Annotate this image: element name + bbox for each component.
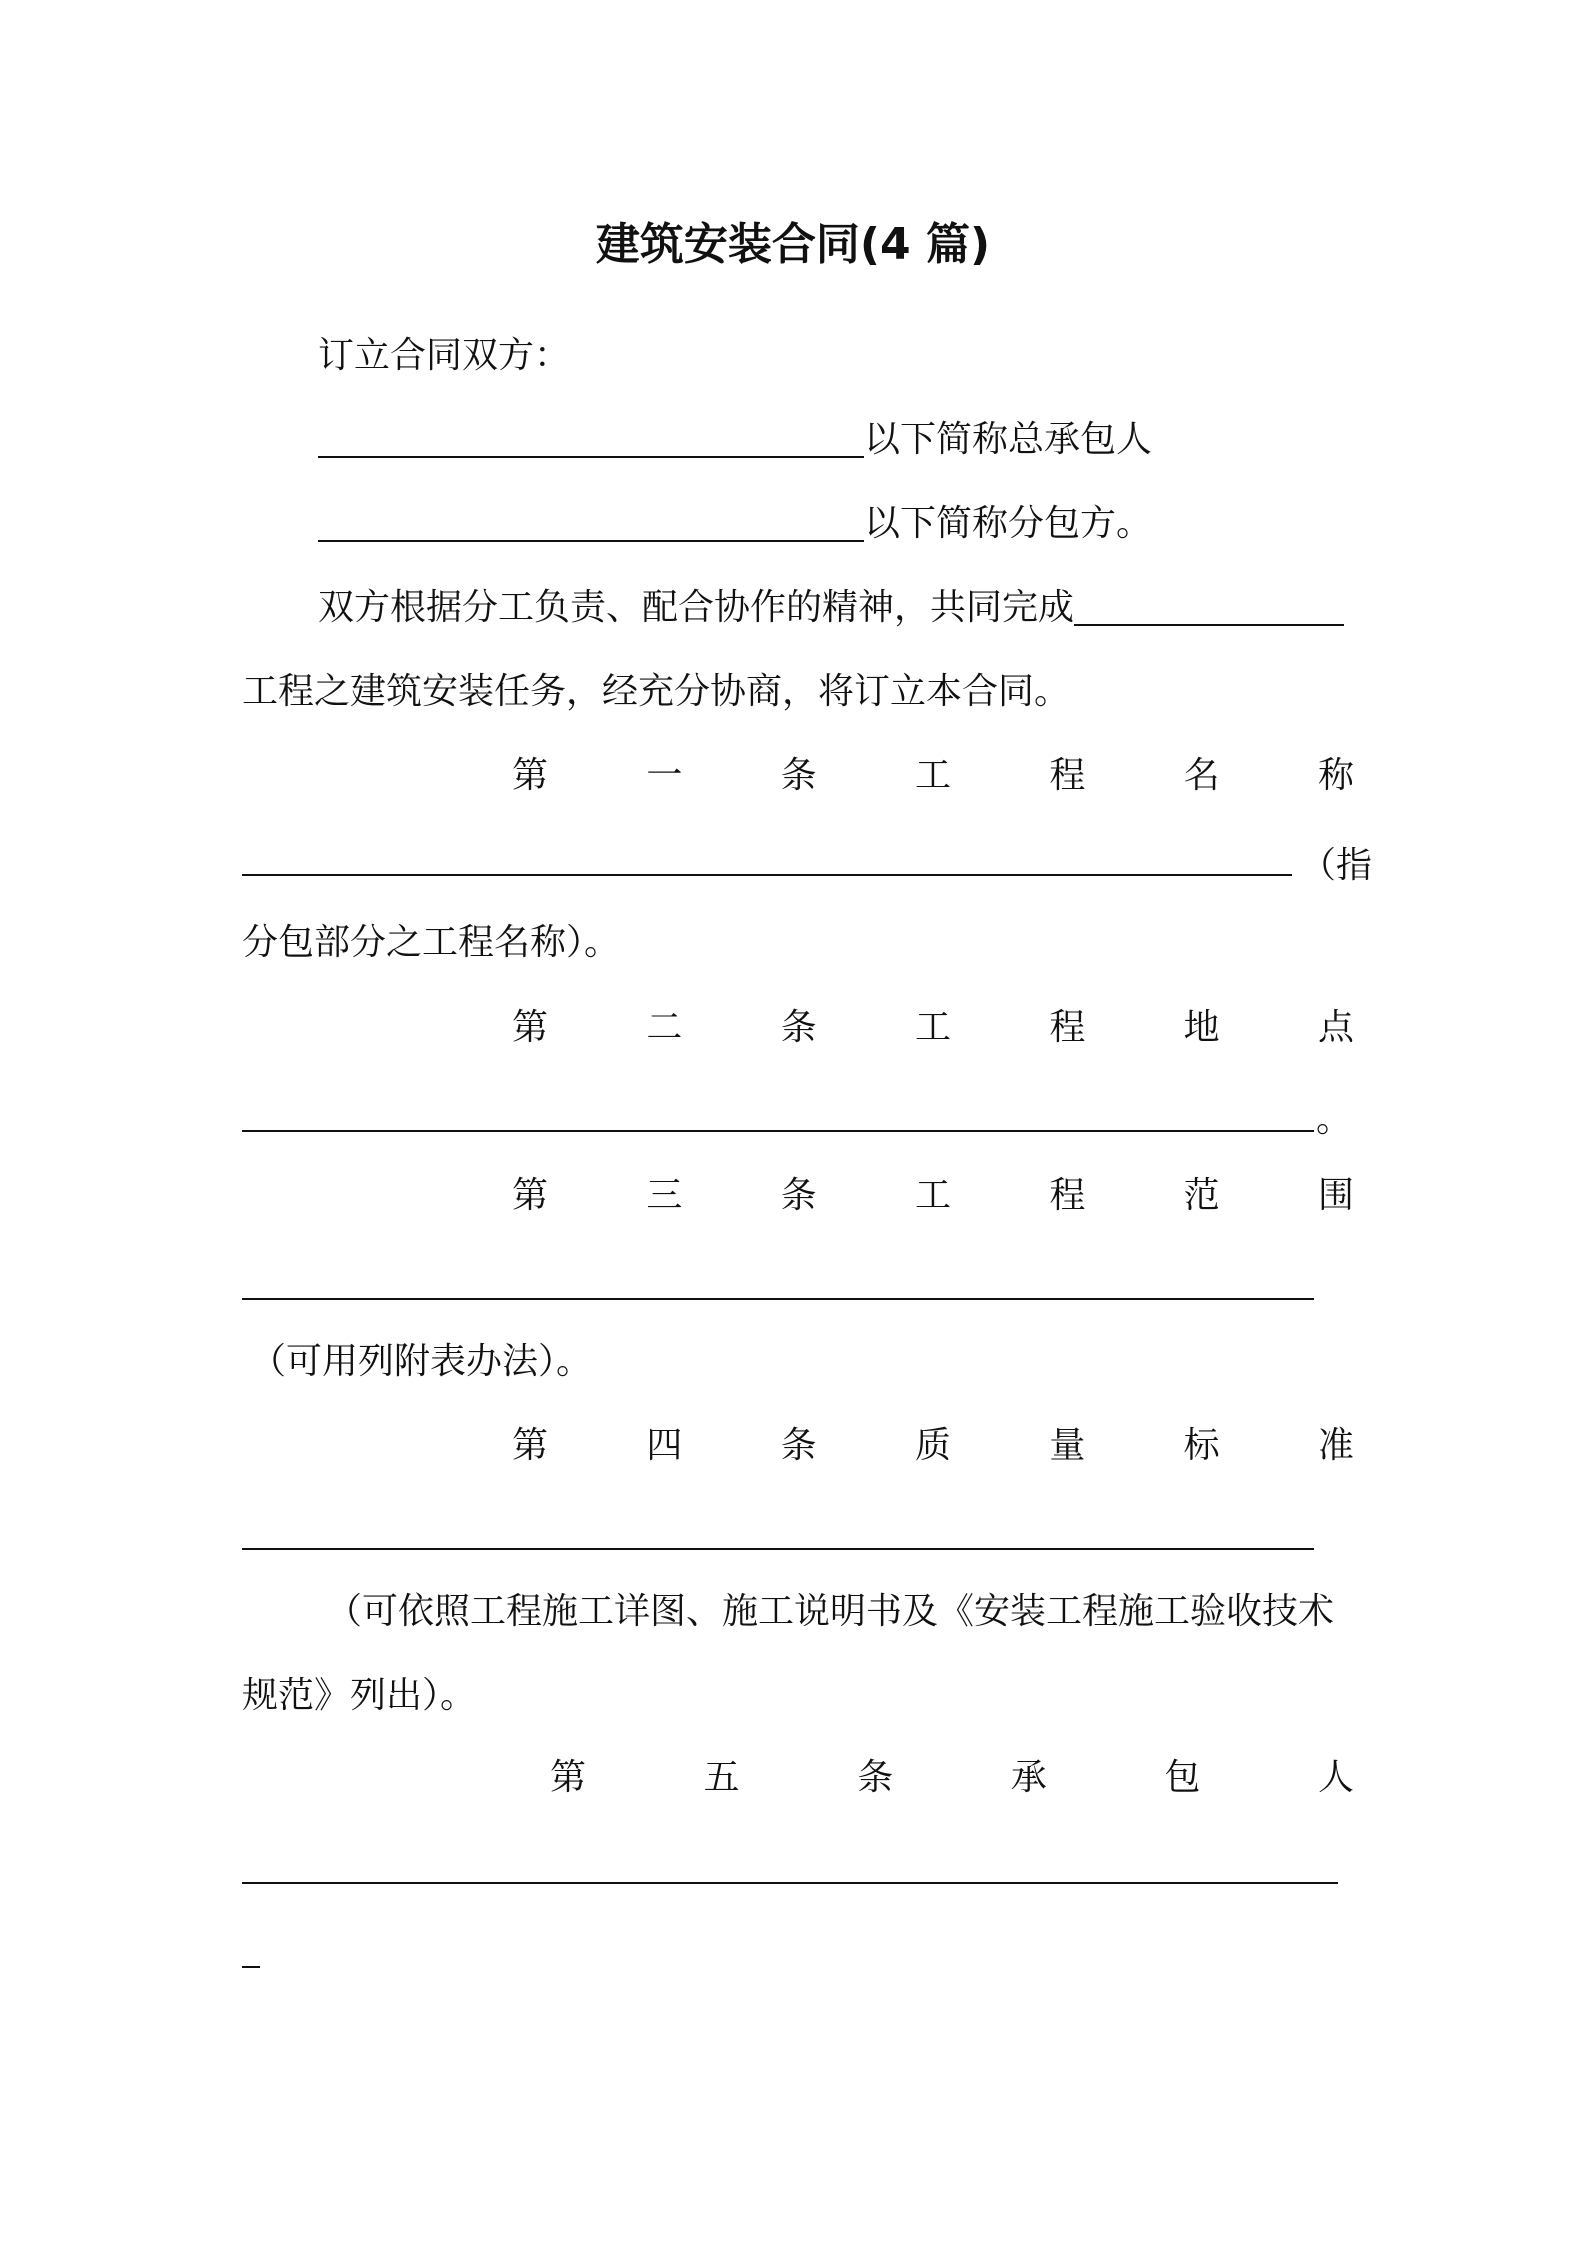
article5-char: 包 xyxy=(1164,1757,1201,1798)
article3-char: 范 xyxy=(1183,1175,1220,1216)
article5-blank[interactable] xyxy=(242,1882,1338,1884)
article4-char: 质 xyxy=(914,1425,951,1466)
article1-char: 一 xyxy=(646,755,683,796)
article3-char: 第 xyxy=(512,1175,549,1216)
article4-char: 准 xyxy=(1317,1425,1354,1466)
article2-heading xyxy=(512,1000,1354,1056)
article2-char: 程 xyxy=(1049,1007,1086,1048)
article3-char: 工 xyxy=(914,1175,951,1216)
article1-note: 分包部分之工程名称）。 xyxy=(242,922,621,963)
article3-char: 围 xyxy=(1317,1175,1354,1216)
article1-heading xyxy=(512,748,1354,804)
article4-char: 条 xyxy=(780,1425,817,1466)
article1-char: 名 xyxy=(1183,755,1220,796)
party1-blank[interactable] xyxy=(318,418,864,458)
article1-blank[interactable] xyxy=(242,874,1292,876)
article1-char: 第 xyxy=(512,755,549,796)
article4-heading xyxy=(512,1418,1354,1474)
party1-suffix: 以下简称总承包人 xyxy=(864,419,1153,460)
article5-char: 承 xyxy=(1010,1757,1047,1798)
article1-char: 程 xyxy=(1049,755,1086,796)
article3-blank[interactable] xyxy=(242,1298,1314,1300)
article5-char: 人 xyxy=(1317,1757,1354,1798)
article3-note: （可用列附表办法）。 xyxy=(250,1341,593,1382)
article3-char: 条 xyxy=(780,1175,817,1216)
article2-tail: 。 xyxy=(1316,1099,1353,1140)
article5-char: 五 xyxy=(703,1757,740,1798)
article3-char: 程 xyxy=(1049,1175,1086,1216)
party1-line xyxy=(242,412,1354,468)
article5-char: 条 xyxy=(857,1757,894,1798)
article2-char: 工 xyxy=(914,1007,951,1048)
article5-blank-continued[interactable] xyxy=(242,1966,260,1968)
intro-text-1: 双方根据分工负责、配合协作的精神，共同完成 xyxy=(318,587,1075,628)
article2-char: 第 xyxy=(512,1007,549,1048)
article4-char: 第 xyxy=(512,1425,549,1466)
article3-heading xyxy=(512,1168,1354,1224)
party2-line xyxy=(242,496,1354,552)
document-title: 建筑安装合同(4 篇) xyxy=(595,219,991,270)
article3-char: 三 xyxy=(646,1175,683,1216)
article1-char: 称 xyxy=(1317,755,1354,796)
article4-char: 四 xyxy=(646,1425,683,1466)
article2-char: 条 xyxy=(780,1007,817,1048)
article4-char: 标 xyxy=(1183,1425,1220,1466)
article1-tail: （指 xyxy=(1300,845,1373,886)
article4-note-1: （可依照工程施工详图、施工说明书及《安装工程施工验收技术 xyxy=(326,1591,1335,1632)
party2-suffix: 以下简称分包方。 xyxy=(864,503,1153,544)
project-name-blank[interactable] xyxy=(1074,586,1344,626)
parties-label: 订立合同双方： xyxy=(318,335,571,376)
article5-char: 第 xyxy=(550,1757,587,1798)
article4-note-2: 规范》列出）。 xyxy=(242,1675,477,1716)
article2-blank[interactable] xyxy=(242,1130,1314,1132)
article1-char: 工 xyxy=(914,755,951,796)
article2-char: 地 xyxy=(1183,1007,1220,1048)
article2-char: 二 xyxy=(646,1007,683,1048)
intro-text-2: 工程之建筑安装任务，经充分协商，将订立本合同。 xyxy=(242,671,1071,712)
party2-blank[interactable] xyxy=(318,502,864,542)
article2-char: 点 xyxy=(1317,1007,1354,1048)
article1-char: 条 xyxy=(780,755,817,796)
article5-heading xyxy=(550,1750,1354,1806)
article4-blank[interactable] xyxy=(242,1548,1314,1550)
article4-char: 量 xyxy=(1049,1425,1086,1466)
intro-line-1 xyxy=(242,580,1354,636)
